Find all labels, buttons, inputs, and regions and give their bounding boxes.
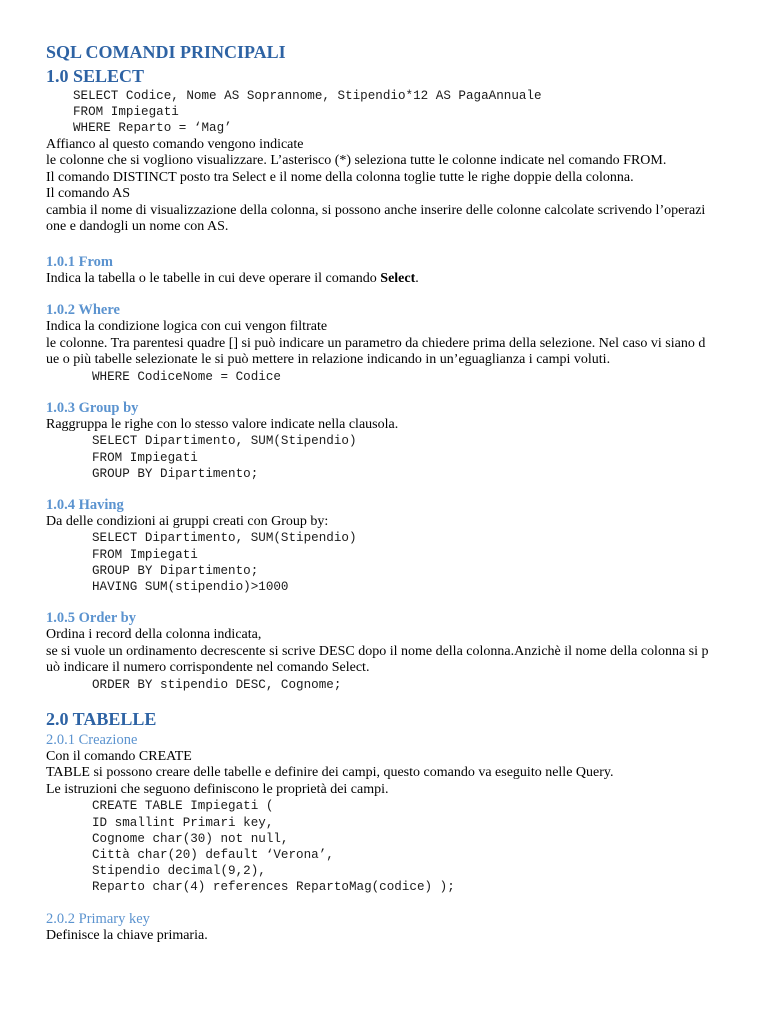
code-line: WHERE Reparto = ‘Mag’ bbox=[73, 121, 232, 136]
heading-from: 1.0.1 From bbox=[46, 253, 113, 270]
text-line: one e dandogli un nome con AS. bbox=[46, 219, 229, 235]
heading-having: 1.0.4 Having bbox=[46, 496, 124, 513]
code-line: WHERE CodiceNome = Codice bbox=[92, 369, 281, 384]
code-line: SELECT Dipartimento, SUM(Stipendio) bbox=[92, 531, 357, 546]
code-line: FROM Impiegati bbox=[73, 105, 179, 120]
text-line: Le istruzioni che seguono definiscono le proprietà dei campi. bbox=[46, 781, 389, 797]
code-line: Città char(20) default ‘Verona’, bbox=[92, 848, 334, 863]
code-line: GROUP BY Dipartimento; bbox=[92, 466, 259, 481]
heading-groupby: 1.0.3 Group by bbox=[46, 399, 139, 416]
text-line: cambia il nome di visualizzazione della colonna, si possono anche inserire delle colonne calcolate scrivendo l’operazi bbox=[46, 202, 706, 218]
text-line: uò indicare il numero corrispondente nel comando Select. bbox=[46, 660, 370, 676]
code-line: FROM Impiegati bbox=[92, 450, 198, 465]
heading-primary-key: 2.0.2 Primary key bbox=[46, 910, 150, 927]
heading-tabelle: 2.0 TABELLE bbox=[46, 708, 157, 729]
text-line: Con il comando CREATE bbox=[46, 748, 192, 764]
text-line: Ordina i record della colonna indicata, bbox=[46, 627, 262, 643]
heading-orderby: 1.0.5 Order by bbox=[46, 610, 136, 627]
text-line: Indica la condizione logica con cui vengon filtrate bbox=[46, 319, 328, 335]
text-line: TABLE si possono creare delle tabelle e definire dei campi, questo comando va eseguito nelle Query. bbox=[46, 765, 614, 781]
code-line: SELECT Dipartimento, SUM(Stipendio) bbox=[92, 434, 357, 449]
heading-where: 1.0.2 Where bbox=[46, 302, 120, 319]
code-line: GROUP BY Dipartimento; bbox=[92, 563, 259, 578]
text-line: Il comando AS bbox=[46, 186, 130, 202]
text-span: Indica la tabella o le tabelle in cui deve operare il comando bbox=[46, 270, 381, 286]
code-line: ID smallint Primari key, bbox=[92, 815, 274, 830]
text-line: ue o più tabelle selezionate le si può mettere in relazione indicando in un’eguaglianza i campi voluti. bbox=[46, 352, 611, 368]
code-line: ORDER BY stipendio DESC, Cognome; bbox=[92, 677, 342, 692]
text-line: le colonne che si vogliono visualizzare. L’asterisco (*) seleziona tutte le colonne indicate nel comando FROM. bbox=[46, 153, 667, 169]
text-line: Da delle condizioni ai gruppi creati con Group by: bbox=[46, 513, 329, 529]
code-line: FROM Impiegati bbox=[92, 547, 198, 562]
text-line: Definisce la chiave primaria. bbox=[46, 927, 208, 943]
text-line: Il comando DISTINCT posto tra Select e il nome della colonna toglie tutte le righe doppie della colonna. bbox=[46, 169, 634, 185]
text-line: Affianco al questo comando vengono indicate bbox=[46, 136, 304, 152]
code-line: Cognome char(30) not null, bbox=[92, 831, 289, 846]
text-line: le colonne. Tra parentesi quadre [] si può indicare un parametro da chiedere prima della selezione. Nel caso vi siano d bbox=[46, 335, 706, 351]
heading-select: 1.0 SELECT bbox=[46, 66, 145, 86]
text-line: se si vuole un ordinamento decrescente si scrive DESC dopo il nome della colonna.Anzichè il nome della colonna si p bbox=[46, 643, 709, 659]
code-line: CREATE TABLE Impiegati ( bbox=[92, 799, 274, 814]
heading-creazione: 2.0.1 Creazione bbox=[46, 731, 138, 748]
bold-keyword: Select bbox=[380, 270, 416, 286]
code-line: HAVING SUM(stipendio)>1000 bbox=[92, 580, 289, 595]
code-line: Reparto char(4) references RepartoMag(codice) ); bbox=[92, 880, 455, 895]
document-title: SQL COMANDI PRINCIPALI bbox=[46, 42, 286, 62]
text-span: . bbox=[415, 270, 419, 286]
text-line: Raggruppa le righe con lo stesso valore indicate nella clausola. bbox=[46, 416, 399, 432]
code-line: Stipendio decimal(9,2), bbox=[92, 864, 266, 879]
from-text bbox=[46, 271, 736, 288]
code-line: SELECT Codice, Nome AS Soprannome, Stipendio*12 AS PagaAnnuale bbox=[73, 89, 542, 103]
document-page bbox=[46, 40, 736, 944]
